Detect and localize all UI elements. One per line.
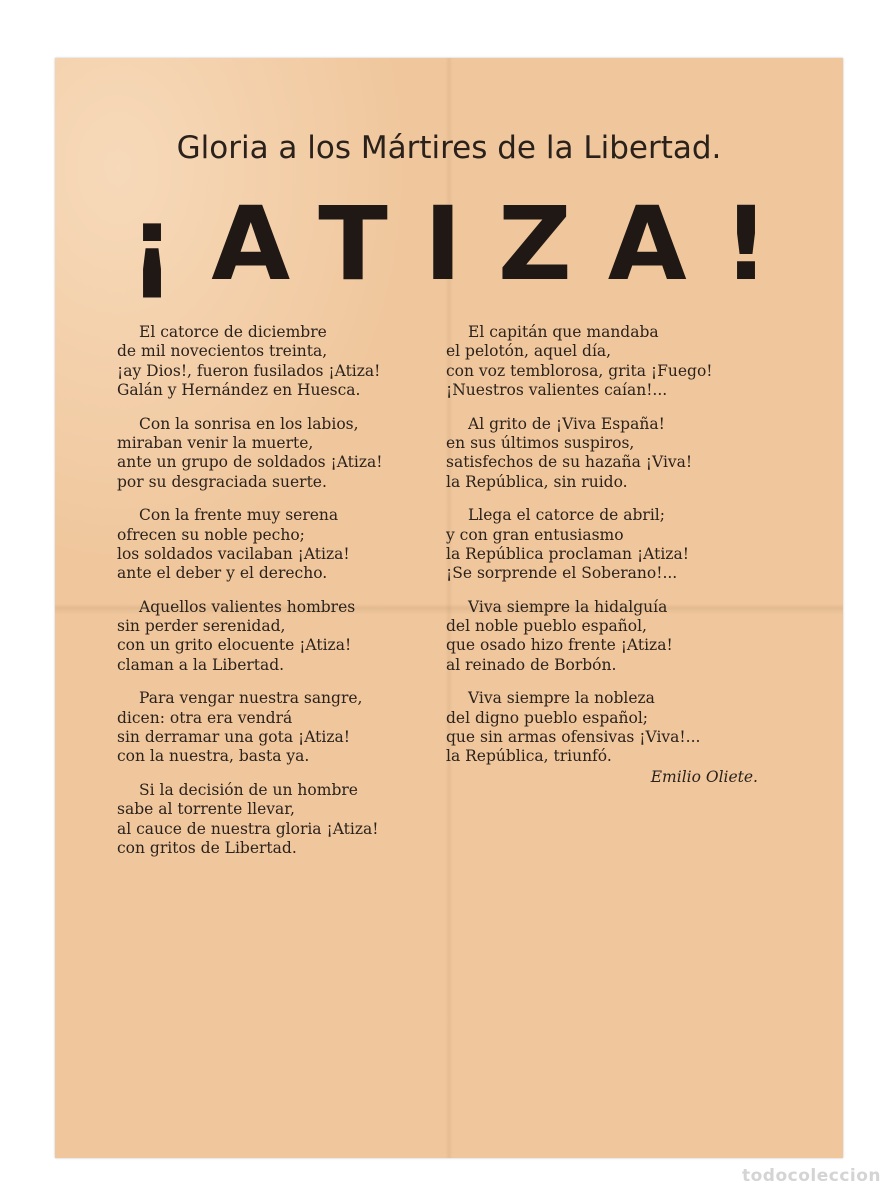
poem-line: los soldados vacilaban ¡Atiza! (117, 544, 350, 563)
poem-line: que sin armas ofensivas ¡Viva!... (446, 728, 701, 747)
poem-line: ¡Nuestros valientes caían!... (446, 381, 668, 400)
poem-line: la República proclaman ¡Atiza! (446, 544, 689, 563)
poem-line: Con la sonrisa en los labios, (139, 414, 359, 433)
poem-line: del noble pueblo español, (446, 617, 647, 636)
poem-stanza (446, 415, 776, 493)
poem-line: que osado hizo frente ¡Atiza! (446, 636, 673, 655)
poem-line: la República, sin ruido. (446, 472, 628, 491)
poem-line: la República, triunfó. (446, 747, 612, 766)
poem-line: al cauce de nuestra gloria ¡Atiza! (117, 819, 379, 838)
watermark-text: todocoleccion (741, 1166, 881, 1186)
poem-line: al reinado de Borbón. (446, 655, 617, 674)
poem-line: ofrecen su noble pecho; (117, 525, 305, 544)
poem-line: sin derramar una gota ¡Atiza! (117, 728, 351, 747)
poem-line: ante un grupo de soldados ¡Atiza! (117, 453, 383, 472)
poem-line: El catorce de diciembre (139, 323, 327, 341)
poem-stanza (117, 689, 447, 767)
poem-line: ¡Se sorprende el Soberano!... (446, 564, 678, 583)
poem-line: por su desgraciada suerte. (117, 472, 327, 491)
poem-line: sin perder serenidad, (117, 617, 286, 636)
poem-stanza (446, 598, 776, 676)
poem-stanza (446, 323, 776, 401)
poem-left-column (117, 323, 447, 872)
poem-line: Viva siempre la nobleza (468, 689, 655, 708)
poem-line: y con gran entusiasmo (446, 525, 624, 544)
poem-line: de mil novecientos treinta, (117, 342, 328, 361)
poem-line: claman a la Libertad. (117, 655, 285, 674)
document-subtitle: Gloria a los Mártires de la Libertad. (176, 130, 722, 166)
document-headline: ¡ATIZA! (128, 185, 806, 304)
poem-line: ante el deber y el derecho. (117, 564, 328, 583)
poem-line: Con la frente muy serena (139, 506, 339, 525)
poem-right-column (446, 323, 776, 787)
poem-stanza (117, 781, 447, 859)
poem-line: sabe al torrente llevar, (117, 800, 295, 819)
poem-line: con la nuestra, basta ya. (117, 747, 310, 766)
poem-stanza (117, 506, 447, 584)
poem-line: el pelotón, aquel día, (446, 342, 612, 361)
poem-stanza (117, 415, 447, 493)
poem-stanza (117, 323, 447, 401)
poem-stanza (446, 689, 776, 767)
poem-line: del digno pueblo español; (446, 708, 649, 727)
poem-line: dicen: otra era vendrá (117, 708, 293, 727)
poem-line: miraban venir la muerte, (117, 433, 314, 452)
poem-line: Viva siempre la hidalguía (468, 597, 668, 616)
poem-stanza (446, 506, 776, 584)
poem-line: Aquellos valientes hombres (139, 597, 356, 616)
poem-line: en sus últimos suspiros, (446, 433, 635, 452)
poem-line: Al grito de ¡Viva España! (468, 414, 665, 433)
poem-line: con gritos de Libertad. (117, 838, 297, 857)
poem-line: Si la decisión de un hombre (139, 780, 358, 799)
author-signature: Emilio Oliete. (650, 767, 758, 786)
poem-line: ¡ay Dios!, fueron fusilados ¡Atiza! (117, 361, 381, 380)
poem-line: Para vengar nuestra sangre, (139, 689, 363, 708)
poem-line: con un grito elocuente ¡Atiza! (117, 636, 352, 655)
poem-stanza (117, 598, 447, 676)
poem-line: Galán y Hernández en Huesca. (117, 381, 361, 400)
poem-line: El capitán que mandaba (468, 323, 659, 341)
poem-line: satisfechos de su hazaña ¡Viva! (446, 453, 693, 472)
poem-line: con voz temblorosa, grita ¡Fuego! (446, 361, 713, 380)
poem-line: Llega el catorce de abril; (468, 506, 665, 525)
